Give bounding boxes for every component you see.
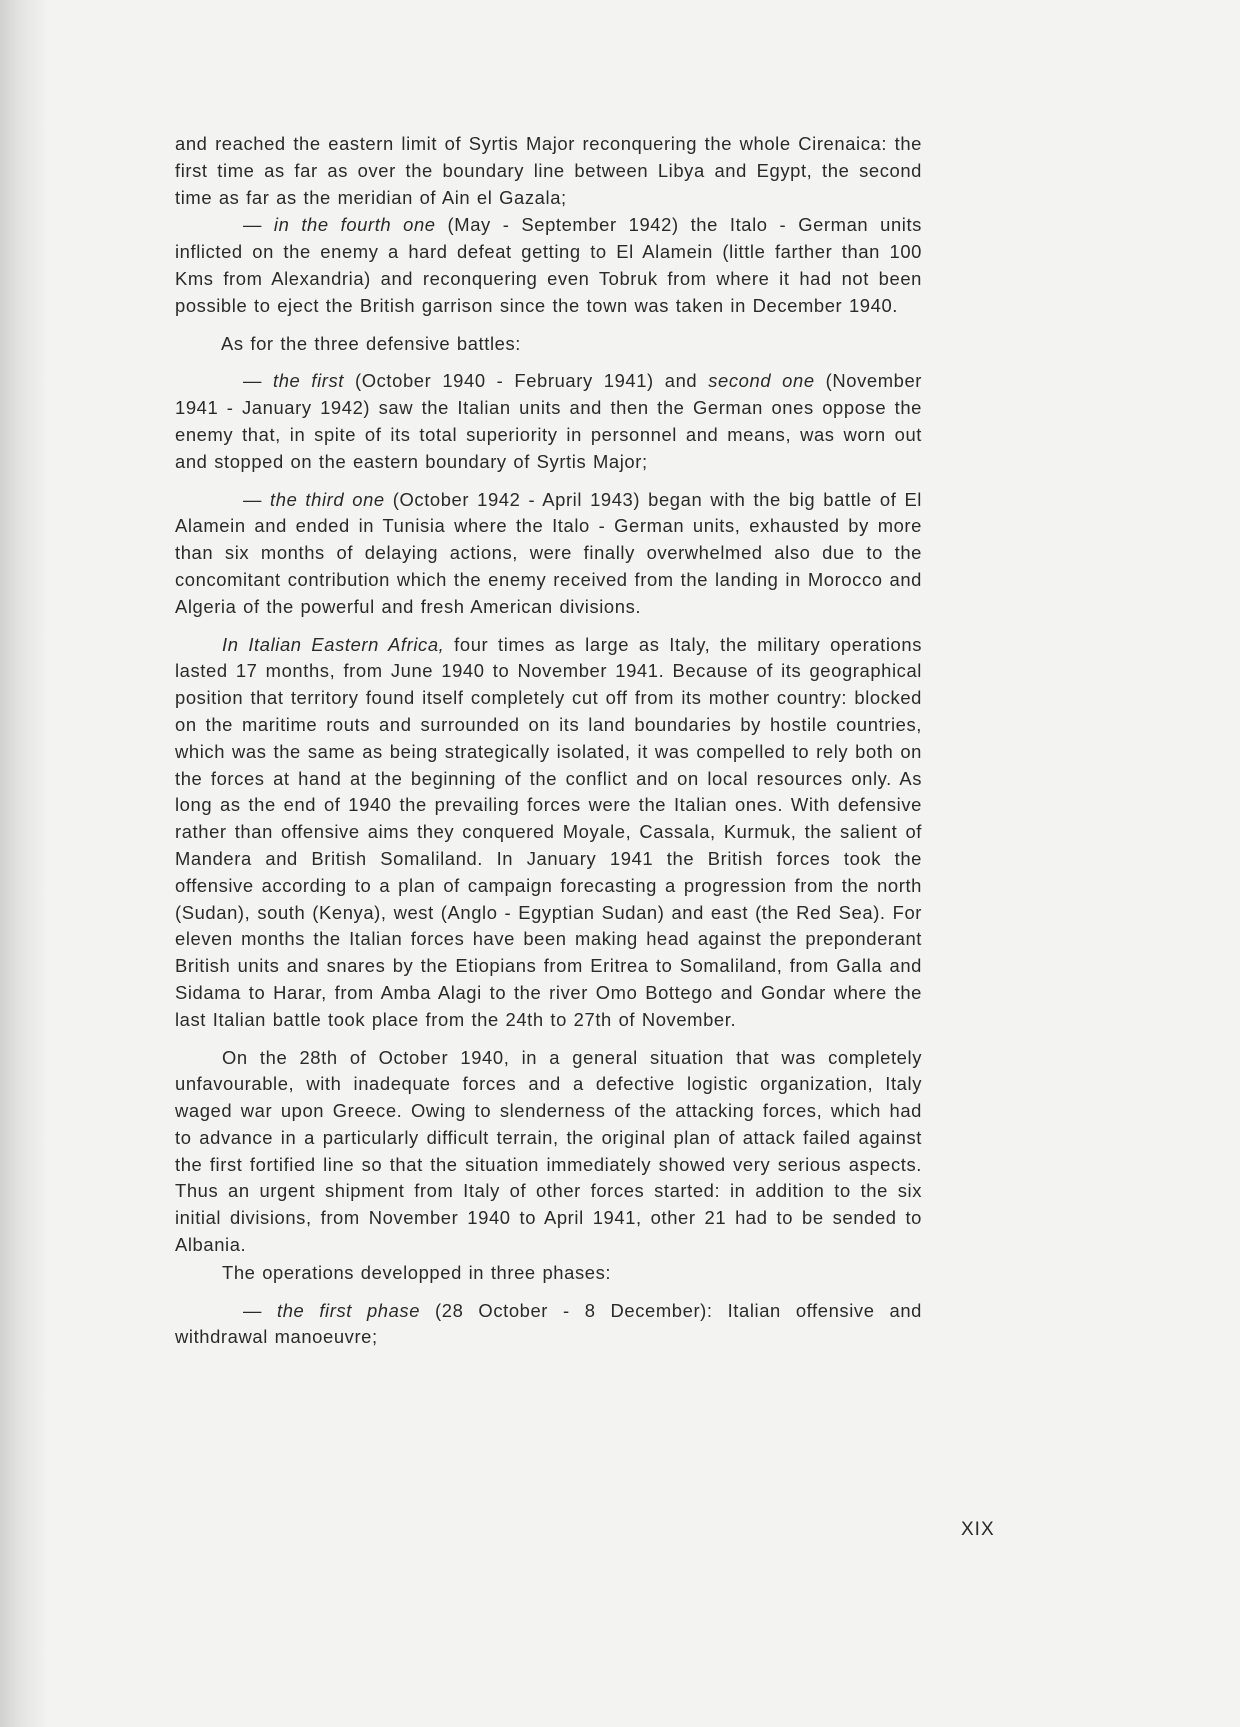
paragraph-text: On the 28th of October 1940, in a general situation that was completely unfavourable, with inadequate forces and a defective logistic organization, Italy waged war upon Greece. Owing to slenderness of the attacking forces, which had to advance in a particularly difficult terrain, the original plan of attack failed against the first fortified line so that the situation immediately showed very serious aspects. Thus an urgent shipment from Italy of other forces started: in addition to the six initial divisions, from November 1940 to April 1941, other 21 had to be sended to Albania. [175, 1046, 922, 1256]
page-body [175, 131, 922, 1362]
paragraph-defensive-intro [175, 331, 922, 358]
binding-shadow [0, 0, 48, 1727]
paragraph-first-second-defensive [175, 368, 922, 475]
paragraph-east-africa [175, 632, 922, 1034]
italic-phrase: the first [273, 370, 344, 392]
italic-phrase: in the fourth one [273, 214, 436, 236]
paragraph-text: four times as large as Italy, the military operations lasted 17 months, from June 1940 to November 1941. Because of its geographical position that territory found itself completely cut off from its mother country: blocked on the maritime routs and surrounded on its land boundaries by hostile countries, which was the same as being strategically isolated, it was compelled to rely both on the forces at hand at the beginning of the conflict and on local resources only. As long as the end of 1940 the prevailing forces were the Italian ones. With defensive rather than offensive aims they conquered Moyale, Cassala, Kurmuk, the salient of Mandera and British Somaliland. In January 1941 the British forces took the offensive according to a plan of campaign forecasting a progression from the north (Sudan), south (Kenya), west (Anglo - Egyptian Sudan) and east (the Red Sea). For eleven months the Italian forces have been making head against the preponderant British units and snares by the Etiopians from Eritrea to Somaliland, from Galla and Sidama to Harar, from Amba Alagi to the river Omo Bottego and Gondar where the last Italian battle took place from the 24th to 27th of November. [175, 633, 922, 1030]
paragraph-text: (May - September 1942) the Italo - German units inflicted on the enemy a hard defeat getting to El Alamein (little farther than 100 Kms from Alexandria) and reconquering even Tobruk from where it had not been possible to eject the British garrison since the town was taken in December 1940. [175, 214, 922, 316]
dash: — [243, 370, 273, 392]
paragraph-greece [175, 1045, 922, 1259]
paragraph-text: (October 1940 - February 1941) and [344, 370, 709, 392]
paragraph-first-phase [175, 1298, 922, 1352]
dash: — [243, 214, 274, 236]
paragraph-text: As for the three defensive battles: [221, 332, 521, 354]
page-number: XIX [961, 1519, 995, 1540]
dash: — [243, 1299, 277, 1321]
paragraph-third-defensive [175, 487, 922, 621]
paragraph-text: (28 October - 8 December): Italian offensive and withdrawal manoeuvre; [175, 1299, 922, 1348]
paragraph-text: and reached the eastern limit of Syrtis Major reconquering the whole Cirenaica: the first time as far as over the boundary line between Libya and Egypt, the second time as far as the meridian of Ain el Gazala; [175, 133, 922, 208]
paragraph-text: (November 1941 - January 1942) saw the Italian units and then the German ones oppose the enemy that, in spite of its total superiority in personnel and means, was worn out and stopped on the eastern boundary of Syrtis Major; [175, 370, 923, 472]
italic-phrase: second one [708, 370, 815, 392]
italic-phrase: In Italian Eastern Africa, [222, 633, 445, 655]
italic-phrase: the third one [270, 488, 385, 510]
paragraph-fourth-offensive [175, 212, 922, 319]
italic-phrase: the first phase [276, 1299, 421, 1321]
paragraph-cirenaica [175, 131, 922, 211]
paragraph-text: (October 1942 - April 1943) began with the big battle of El Alamein and ended in Tunisia where the Italo - German units, exhausted by more than six months of delaying actions, were finally overwhelmed also due to the concomitant contribution which the enemy received from the landing in Morocco and Algeria of the powerful and fresh American divisions. [175, 488, 922, 617]
paragraph-phases-intro [175, 1260, 922, 1287]
dash: — [243, 488, 271, 510]
paragraph-text: The operations developped in three phases: [222, 1261, 612, 1283]
